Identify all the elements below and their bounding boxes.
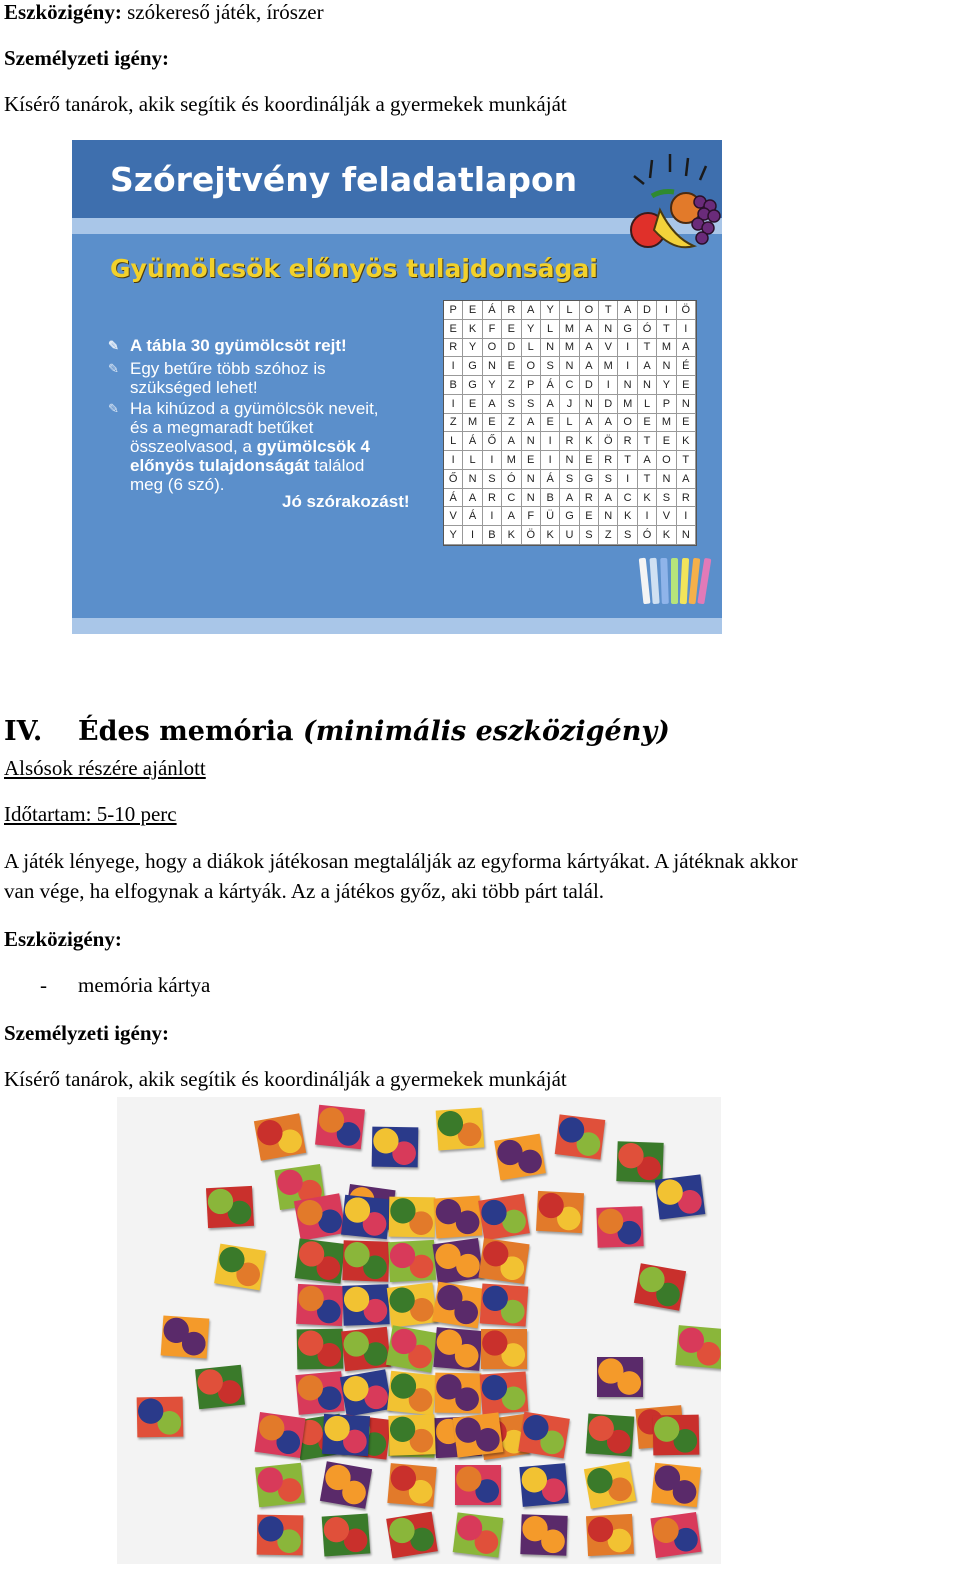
grid-letter: N <box>677 526 696 545</box>
grid-letter: Y <box>522 320 541 339</box>
tools-value: szókereső játék, írószer <box>121 0 324 24</box>
grid-letter: E <box>483 414 502 433</box>
memory-card <box>481 1329 527 1369</box>
memory-card <box>432 1282 484 1329</box>
grid-letter: N <box>463 470 482 489</box>
grid-letter: E <box>502 357 521 376</box>
grid-letter: I <box>618 357 637 376</box>
grid-letter: G <box>618 320 637 339</box>
tools-line <box>4 0 324 25</box>
grid-letter: R <box>502 301 521 320</box>
memory-card <box>214 1244 266 1291</box>
grid-letter: Á <box>463 432 482 451</box>
bullet-3-line-5: meg (6 szó). <box>130 475 225 494</box>
grid-letter: L <box>463 451 482 470</box>
grid-letter: Ü <box>541 507 560 526</box>
grid-letter: D <box>580 376 599 395</box>
grid-letter: A <box>522 414 541 433</box>
grid-letter: A <box>580 339 599 358</box>
grid-letter: E <box>638 414 657 433</box>
grid-letter: P <box>444 301 463 320</box>
memory-card <box>137 1397 184 1438</box>
grid-letter: T <box>638 470 657 489</box>
memory-card <box>596 1206 643 1248</box>
grid-letter: L <box>522 339 541 358</box>
grid-letter: N <box>522 432 541 451</box>
memory-card <box>295 1238 346 1283</box>
memory-cards-photo <box>117 1097 721 1564</box>
grid-letter: A <box>580 414 599 433</box>
bullet-3-line-4 <box>130 456 379 475</box>
grid-letter: R <box>580 489 599 508</box>
memory-card <box>555 1114 606 1159</box>
slide-bottom-band <box>72 618 722 634</box>
grid-letter: V <box>444 507 463 526</box>
grid-letter: T <box>677 451 696 470</box>
memory-card <box>453 1512 504 1557</box>
grid-letter: F <box>483 320 502 339</box>
grid-letter: G <box>463 357 482 376</box>
grid-letter: O <box>618 414 637 433</box>
grid-letter: A <box>560 489 579 508</box>
grid-letter: A <box>599 489 618 508</box>
grid-letter: B <box>444 376 463 395</box>
memory-card <box>387 1282 438 1327</box>
grid-letter: L <box>560 301 579 320</box>
bullet-3-line-3a: összeolvasod, a <box>130 437 257 456</box>
grid-letter: O <box>580 301 599 320</box>
grid-letter: N <box>560 357 579 376</box>
grid-letter: S <box>657 489 676 508</box>
grid-letter: Á <box>444 489 463 508</box>
bullet-3-line-3 <box>130 437 379 456</box>
grid-letter: N <box>618 376 637 395</box>
grid-letter: I <box>657 301 676 320</box>
staff-value: Kísérő tanárok, akik segítik és koordinálják a gyermekek munkáját <box>4 92 567 116</box>
slide-title: Szórejtvény feladatlapon <box>110 160 578 199</box>
memory-card <box>478 1194 530 1241</box>
tools-item: memória kártya <box>78 973 211 997</box>
grid-letter: E <box>463 301 482 320</box>
grid-letter: A <box>522 301 541 320</box>
grid-letter: V <box>657 507 676 526</box>
grid-letter: A <box>580 357 599 376</box>
memory-card <box>257 1515 304 1556</box>
grid-letter: K <box>657 526 676 545</box>
bullet-1 <box>108 336 347 355</box>
grid-letter: M <box>618 395 637 414</box>
grid-letter: G <box>463 376 482 395</box>
grid-letter: K <box>677 432 696 451</box>
memory-card <box>586 1514 634 1556</box>
grid-letter: E <box>463 395 482 414</box>
grid-letter: I <box>677 507 696 526</box>
bullet-3-line-1: Ha kihúzod a gyümölcsök neveit, <box>130 399 379 418</box>
bullet-2 <box>108 359 326 397</box>
bullet-3 <box>108 399 379 494</box>
grid-letter: N <box>522 470 541 489</box>
grid-letter: M <box>599 357 618 376</box>
memory-card <box>519 1463 568 1507</box>
grid-letter: Ó <box>502 470 521 489</box>
grid-letter: A <box>618 301 637 320</box>
grid-letter: É <box>677 357 696 376</box>
memory-card <box>254 1113 306 1160</box>
grid-letter: D <box>638 301 657 320</box>
grid-letter: R <box>444 339 463 358</box>
grid-letter: Ő <box>444 470 463 489</box>
grid-letter: Ö <box>677 301 696 320</box>
bullet-3-line-4a: előnyös tulajdonságát <box>130 456 310 475</box>
grid-letter: M <box>502 451 521 470</box>
grid-letter: B <box>483 526 502 545</box>
memory-card <box>586 1413 635 1456</box>
recommended-text: Alsósok részére ajánlott <box>4 756 206 780</box>
grid-letter: T <box>618 451 637 470</box>
grid-letter: M <box>657 339 676 358</box>
staff-label: Személyzeti igény: <box>4 46 170 70</box>
grid-letter: Z <box>599 526 618 545</box>
grid-letter: I <box>444 451 463 470</box>
tools-label: Eszközigény: <box>4 0 122 24</box>
grid-letter: N <box>657 470 676 489</box>
memory-card <box>653 1415 700 1456</box>
grid-letter: S <box>560 470 579 489</box>
grid-letter: I <box>638 507 657 526</box>
grid-letter: E <box>677 376 696 395</box>
grid-letter: S <box>580 526 599 545</box>
grid-letter: Y <box>463 339 482 358</box>
section-staff-label: Személyzeti igény: <box>4 1021 170 1045</box>
tools-dash: - <box>40 973 47 997</box>
memory-card <box>342 1240 389 1282</box>
memory-card <box>315 1105 365 1150</box>
memory-card <box>322 1513 371 1556</box>
grid-letter: Z <box>502 376 521 395</box>
memory-card <box>389 1197 436 1238</box>
grid-letter: N <box>657 357 676 376</box>
grid-letter: E <box>677 414 696 433</box>
grid-letter: Ö <box>599 432 618 451</box>
memory-card <box>435 1373 482 1414</box>
memory-card <box>372 1127 419 1168</box>
memory-card <box>386 1325 438 1372</box>
grid-letter: S <box>618 526 637 545</box>
memory-card <box>388 1240 436 1282</box>
grid-letter: Y <box>541 301 560 320</box>
grid-letter: Z <box>444 414 463 433</box>
grid-letter: C <box>502 489 521 508</box>
grid-letter: Á <box>463 507 482 526</box>
memory-card <box>296 1284 344 1326</box>
grid-letter: N <box>599 320 618 339</box>
grid-letter: A <box>638 451 657 470</box>
grid-letter: I <box>599 376 618 395</box>
memory-card <box>597 1357 643 1397</box>
bullet-2-line-1: Egy betűre több szóhoz is <box>130 359 326 378</box>
memory-card <box>341 1195 391 1240</box>
memory-card <box>616 1141 663 1183</box>
memory-card <box>295 1371 344 1415</box>
memory-card <box>388 1414 435 1456</box>
grid-letter: D <box>599 395 618 414</box>
grid-letter: G <box>560 507 579 526</box>
section-title: Édes memória <box>78 716 303 747</box>
memory-card <box>254 1412 305 1458</box>
grid-letter: N <box>638 376 657 395</box>
memory-card <box>340 1369 392 1416</box>
grid-letter: D <box>502 339 521 358</box>
memory-card <box>320 1461 372 1508</box>
grid-letter: I <box>444 357 463 376</box>
grid-letter: E <box>657 432 676 451</box>
grid-letter: I <box>483 451 502 470</box>
grid-letter: A <box>638 357 657 376</box>
grid-letter: J <box>560 395 579 414</box>
memory-card <box>255 1463 305 1508</box>
grid-letter: R <box>483 489 502 508</box>
grid-letter: Á <box>483 301 502 320</box>
grid-letter: Y <box>483 376 502 395</box>
grid-letter: O <box>522 357 541 376</box>
grid-letter: V <box>599 339 618 358</box>
bullet-3-line-2: és a megmaradt betűket <box>130 418 314 437</box>
memory-card <box>387 1463 436 1507</box>
grid-letter: S <box>541 357 560 376</box>
section-heading <box>4 716 670 747</box>
description-line-1: A játék lényege, hogy a diákok játékosan megtalálják az egyforma kártyákat. A játéknak akkor <box>4 849 798 873</box>
grid-letter: A <box>502 507 521 526</box>
memory-card <box>434 1195 483 1238</box>
section-number: IV. <box>4 716 43 747</box>
grid-letter: Y <box>444 526 463 545</box>
slide-subtitle: Gyümölcsök előnyös tulajdonságai <box>110 254 598 283</box>
memory-card <box>675 1325 721 1369</box>
grid-letter: E <box>580 507 599 526</box>
memory-card <box>480 1371 529 1414</box>
grid-letter: E <box>444 320 463 339</box>
grid-letter: K <box>463 320 482 339</box>
bullet-2-line-2: szükséged lehet! <box>130 378 258 397</box>
grid-letter: S <box>599 470 618 489</box>
grid-letter: B <box>541 489 560 508</box>
description-line-2: van vége, ha elfogynak a kártyák. Az a játékos győz, aki több párt talál. <box>4 879 605 903</box>
grid-letter: T <box>657 320 676 339</box>
grid-letter: I <box>483 507 502 526</box>
grid-letter: M <box>657 414 676 433</box>
memory-card <box>341 1327 391 1372</box>
memory-card <box>536 1191 584 1233</box>
grid-letter: I <box>444 395 463 414</box>
grid-letter: L <box>541 320 560 339</box>
grid-letter: L <box>560 414 579 433</box>
grid-letter: Á <box>541 470 560 489</box>
bullet-1-text: A tábla 30 gyümölcsöt rejt! <box>130 336 347 355</box>
memory-card <box>520 1514 567 1556</box>
memory-card <box>455 1465 501 1505</box>
grid-letter: K <box>541 526 560 545</box>
grid-letter: S <box>522 395 541 414</box>
grid-letter: A <box>502 432 521 451</box>
memory-card <box>322 1414 370 1456</box>
grid-letter: K <box>638 489 657 508</box>
memory-card <box>651 1463 701 1508</box>
grid-letter: E <box>502 320 521 339</box>
grid-letter: Y <box>657 376 676 395</box>
memory-card <box>433 1327 482 1371</box>
memory-card <box>432 1238 483 1284</box>
grid-letter: A <box>677 470 696 489</box>
grid-letter: Ó <box>638 320 657 339</box>
grid-letter: C <box>618 489 637 508</box>
memory-card <box>436 1107 485 1150</box>
section-tools-label: Eszközigény: <box>4 927 122 951</box>
grid-letter: T <box>638 339 657 358</box>
memory-card <box>655 1174 706 1219</box>
grid-letter: N <box>483 357 502 376</box>
grid-letter: N <box>522 489 541 508</box>
grid-letter: R <box>599 451 618 470</box>
memory-card <box>161 1315 210 1358</box>
grid-letter: A <box>580 320 599 339</box>
memory-card <box>294 1193 346 1240</box>
grid-letter: E <box>541 414 560 433</box>
memory-card <box>518 1412 570 1459</box>
grid-letter: T <box>599 301 618 320</box>
grid-letter: F <box>522 507 541 526</box>
grid-letter: G <box>580 470 599 489</box>
slide-closing: Jó szórakozást! <box>282 492 410 511</box>
section-subtitle: (minimális eszközigény) <box>302 716 670 747</box>
grid-letter: S <box>483 470 502 489</box>
grid-letter: N <box>541 339 560 358</box>
grid-letter: M <box>560 339 579 358</box>
grid-letter: Ó <box>638 526 657 545</box>
memory-card <box>206 1186 254 1228</box>
grid-letter: U <box>560 526 579 545</box>
grid-letter: M <box>463 414 482 433</box>
grid-letter: P <box>657 395 676 414</box>
grid-letter: R <box>677 489 696 508</box>
grid-letter: A <box>599 414 618 433</box>
chalk-icon <box>637 550 722 610</box>
grid-letter: I <box>541 451 560 470</box>
memory-card <box>650 1512 701 1558</box>
memory-card <box>195 1365 245 1410</box>
grid-letter: E <box>580 451 599 470</box>
duration-text: Időtartam: 5-10 perc <box>4 802 177 826</box>
memory-card <box>478 1238 529 1284</box>
grid-letter: A <box>463 489 482 508</box>
memory-card <box>453 1412 504 1457</box>
memory-card <box>634 1263 686 1310</box>
memory-card <box>494 1134 546 1181</box>
grid-letter: Ő <box>483 432 502 451</box>
memory-card <box>387 1371 437 1416</box>
grid-letter: N <box>580 395 599 414</box>
grid-letter: S <box>502 395 521 414</box>
grid-letter: O <box>483 339 502 358</box>
grid-letter: I <box>677 320 696 339</box>
grid-letter: K <box>580 432 599 451</box>
grid-letter: N <box>560 451 579 470</box>
word-search-slide <box>72 140 722 634</box>
pencil-icon: ✎ <box>108 401 119 416</box>
section-staff-value: Kísérő tanárok, akik segítik és koordinálják a gyermekek munkáját <box>4 1067 567 1091</box>
memory-card <box>386 1512 438 1559</box>
grid-letter: O <box>657 451 676 470</box>
grid-letter: R <box>560 432 579 451</box>
grid-letter: T <box>638 432 657 451</box>
grid-letter: I <box>618 470 637 489</box>
bullet-3-line-4b: találod <box>309 456 365 475</box>
fruit-bowl-icon <box>612 150 722 260</box>
grid-letter: A <box>677 339 696 358</box>
bullet-3-line-3b: gyümölcsök 4 <box>256 437 371 456</box>
memory-card <box>297 1329 344 1370</box>
grid-letter: I <box>463 526 482 545</box>
grid-letter: I <box>541 432 560 451</box>
grid-letter: K <box>502 526 521 545</box>
grid-letter: A <box>483 395 502 414</box>
grid-letter: Á <box>541 376 560 395</box>
grid-letter: N <box>677 395 696 414</box>
grid-letter: R <box>618 432 637 451</box>
grid-letter: Z <box>502 414 521 433</box>
word-search-grid <box>443 300 697 546</box>
pencil-icon: ✎ <box>108 338 119 353</box>
memory-card <box>584 1461 636 1508</box>
memory-card <box>480 1283 529 1326</box>
grid-letter: N <box>599 507 618 526</box>
grid-letter: I <box>618 339 637 358</box>
memory-card <box>342 1284 389 1326</box>
grid-letter: L <box>444 432 463 451</box>
grid-letter: M <box>560 320 579 339</box>
grid-letter: K <box>618 507 637 526</box>
grid-letter: Ö <box>522 526 541 545</box>
grid-letter: A <box>541 395 560 414</box>
grid-letter: L <box>638 395 657 414</box>
grid-letter: E <box>522 451 541 470</box>
pencil-icon: ✎ <box>108 361 119 376</box>
grid-letter: C <box>560 376 579 395</box>
grid-letter: P <box>522 376 541 395</box>
